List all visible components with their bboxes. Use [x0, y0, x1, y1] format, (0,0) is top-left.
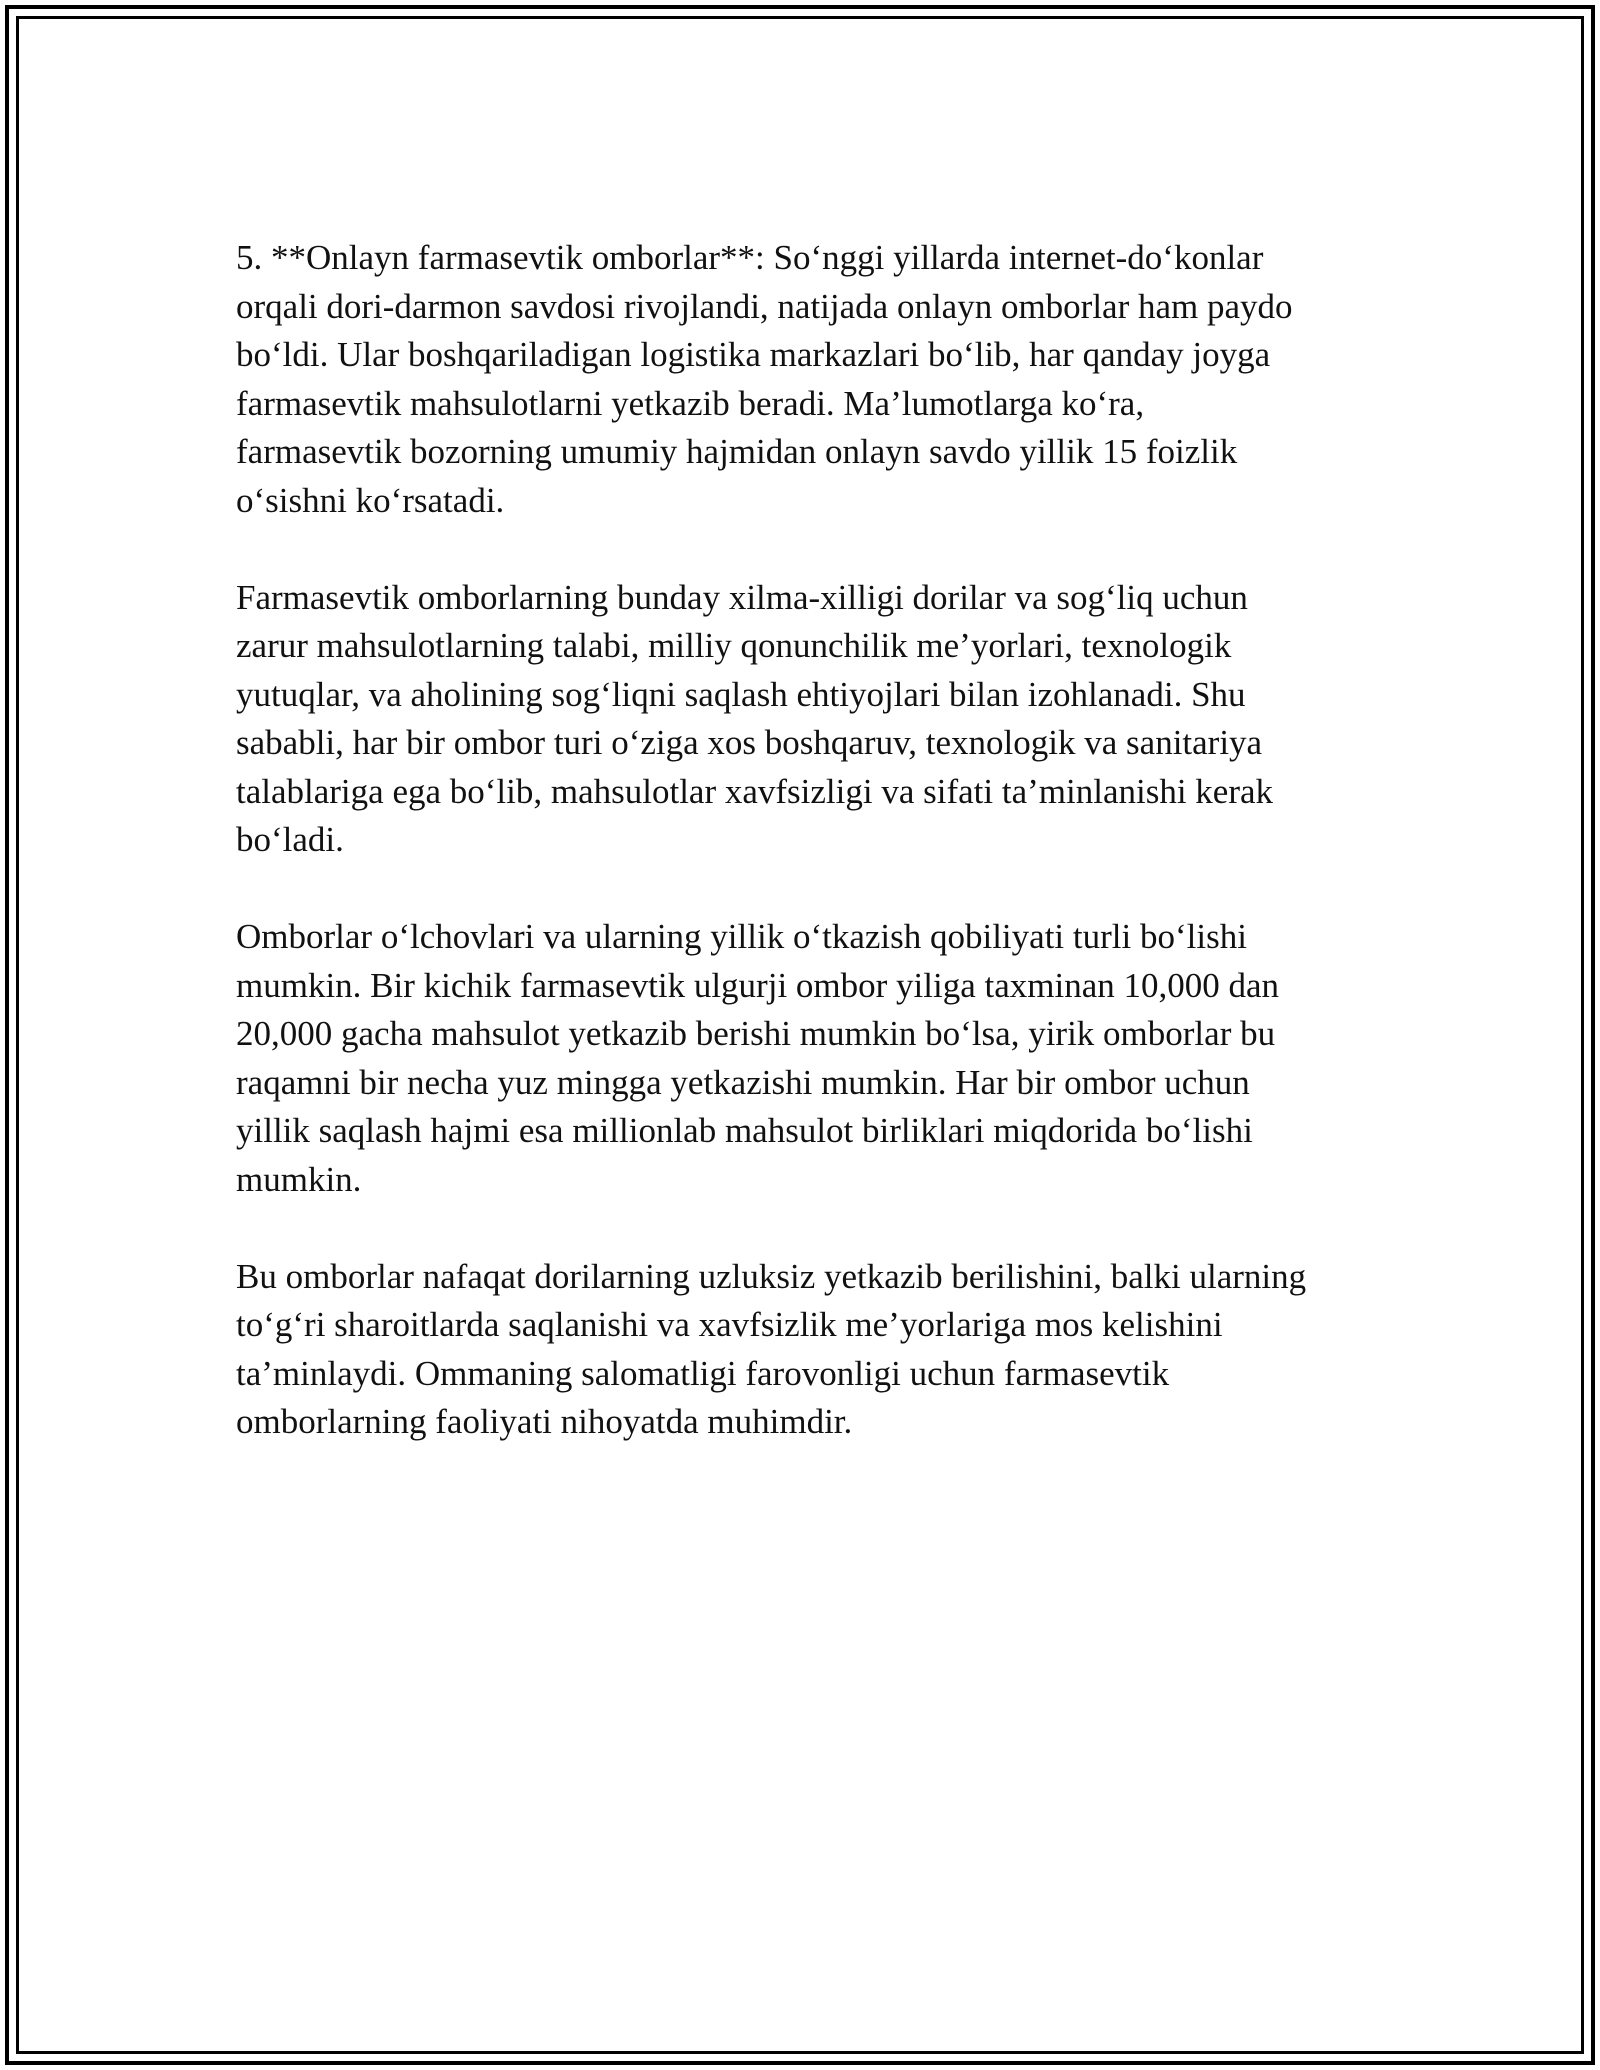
paragraph-online-warehouses: 5. **Onlayn farmasevtik omborlar**: So‘nggi yillarda internet-do‘konlar orqali dori-darmon savdosi rivojlandi, natijada onlayn omborlar ham paydo bo‘ldi. Ular boshqariladigan logistika markazlari bo‘lib, har qanday joyga farmasevtik mahsulotlarni yetkazib beradi. Ma’lumotlarga ko‘ra, farmasevtik bozorning umumiy hajmidan onlayn savdo yillik 15 foizlik o‘sishni ko‘rsatadi. [236, 238, 1293, 520]
paragraph-warehouse-capacity: Omborlar o‘lchovlari va ularning yillik o‘tkazish qobiliyati turli bo‘lishi mumkin. Bir kichik farmasevtik ulgurji ombor yiliga taxminan 10,000 dan 20,000 gacha mahsulot yetkazib berishi mumkin bo‘lsa, yirik omborlar bu raqamni bir necha yuz mingga yetkazishi mumkin. Har bir ombor uchun yillik saqlash hajmi esa millionlab mahsulot birliklari miqdorida bo‘lishi mumkin. [236, 917, 1280, 1199]
paragraph-warehouse-diversity: Farmasevtik omborlarning bunday xilma-xilligi dorilar va sog‘liq uchun zarur mahsulotlarning talabi, milliy qonunchilik me’yorlari, texnologik yutuqlar, va aholining sog‘liqni saqlash ehtiyojlari bilan izohlanadi. Shu sababli, har bir ombor turi o‘ziga xos boshqaruv, texnologik va sanitariya talablariga ega bo‘lib, mahsulotlar xavfsizligi va sifati ta’minlanishi kerak bo‘ladi. [236, 577, 1274, 859]
document-body [236, 234, 1386, 1495]
paragraph-conclusion: Bu omborlar nafaqat dorilarning uzluksiz yetkazib berilishini, balki ularning to‘g‘ri sharoitlarda saqlanishi va xavfsizlik me’yorlariga mos kelishini ta’minlaydi. Ommaning salomatligi farovonligi uchun farmasevtik omborlarning faoliyati nihoyatda muhimdir. [236, 1256, 1307, 1441]
